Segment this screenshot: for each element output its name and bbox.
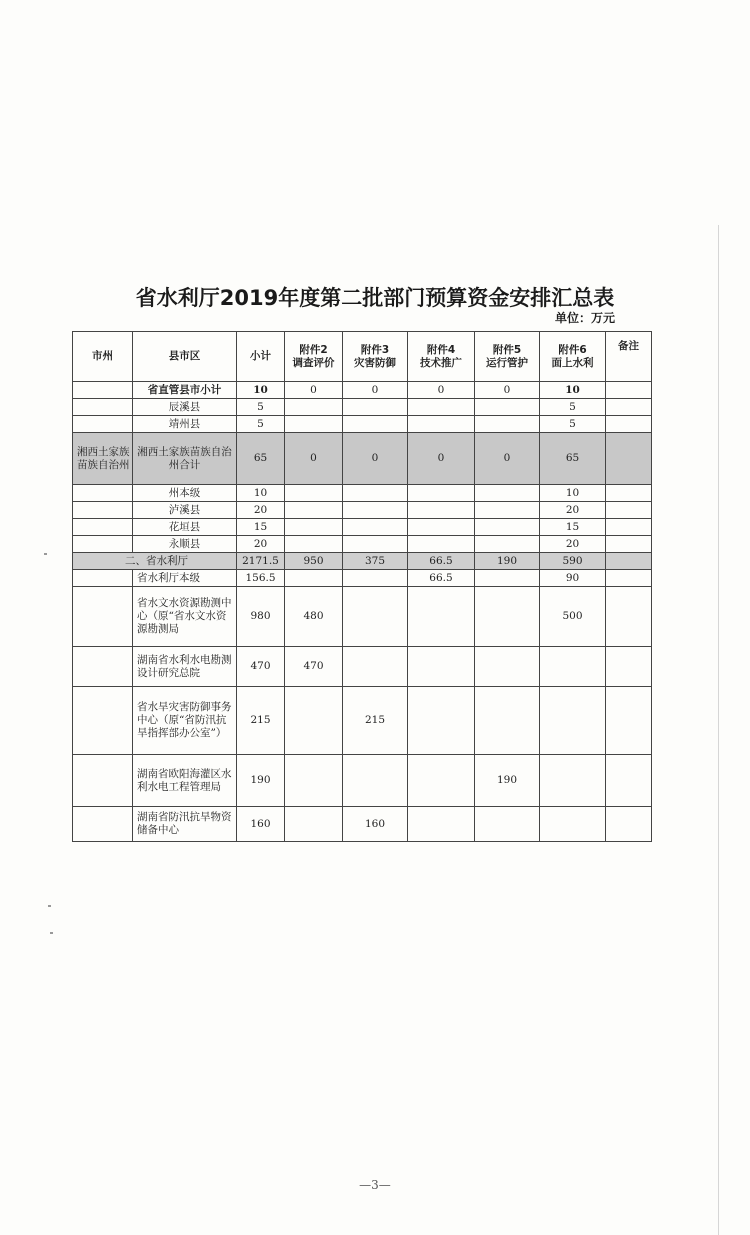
cell-remark — [606, 382, 652, 399]
table-row — [73, 502, 652, 519]
cell-att5 — [475, 416, 540, 433]
cell-remark — [606, 416, 652, 433]
cell-city: 湘西土家族苗族自治州 — [73, 433, 133, 485]
cell-att4 — [408, 807, 475, 842]
cell-city — [73, 519, 133, 536]
table-row — [73, 755, 652, 807]
cell-subtotal: 156.5 — [237, 570, 285, 587]
cell-att5 — [475, 519, 540, 536]
cell-subtotal: 5 — [237, 399, 285, 416]
cell-att2 — [285, 755, 343, 807]
cell-att4 — [408, 587, 475, 647]
cell-city — [73, 647, 133, 687]
cell-att6: 20 — [540, 502, 606, 519]
cell-remark — [606, 433, 652, 485]
cell-att3 — [343, 416, 408, 433]
cell-att4 — [408, 519, 475, 536]
cell-att6: 10 — [540, 485, 606, 502]
cell-county: 辰溪县 — [133, 399, 237, 416]
header-att6: 附件6 面上水利 — [540, 332, 606, 382]
cell-county: 省水文水资源勘测中心（原“省水文水资源勘测局 — [133, 587, 237, 647]
cell-subtotal: 65 — [237, 433, 285, 485]
cell-remark — [606, 502, 652, 519]
cell-remark — [606, 519, 652, 536]
table-row — [73, 570, 652, 587]
page-edge-line — [718, 225, 719, 1235]
table-row — [73, 399, 652, 416]
cell-att5 — [475, 536, 540, 553]
cell-county: 泸溪县 — [133, 502, 237, 519]
scan-speck — [48, 905, 51, 907]
cell-county: 州本级 — [133, 485, 237, 502]
cell-att3 — [343, 485, 408, 502]
cell-att5 — [475, 399, 540, 416]
cell-subtotal: 215 — [237, 687, 285, 755]
cell-county: 花垣县 — [133, 519, 237, 536]
cell-subtotal: 2171.5 — [237, 553, 285, 570]
header-county: 县市区 — [133, 332, 237, 382]
header-att4: 附件4 技术推广 — [408, 332, 475, 382]
header-att5: 附件5 运行管护 — [475, 332, 540, 382]
cell-att5 — [475, 687, 540, 755]
cell-att3 — [343, 519, 408, 536]
cell-att6: 5 — [540, 399, 606, 416]
table-row — [73, 382, 652, 399]
cell-att5 — [475, 587, 540, 647]
cell-att2: 480 — [285, 587, 343, 647]
table-row — [73, 807, 652, 842]
cell-att4 — [408, 485, 475, 502]
cell-att3: 0 — [343, 382, 408, 399]
table-row — [73, 553, 652, 570]
cell-county: 省水利厅本级 — [133, 570, 237, 587]
cell-remark — [606, 755, 652, 807]
page-number: —3— — [359, 1178, 391, 1192]
cell-att3 — [343, 647, 408, 687]
cell-att3 — [343, 399, 408, 416]
cell-att4 — [408, 687, 475, 755]
cell-att2: 470 — [285, 647, 343, 687]
cell-city — [73, 502, 133, 519]
cell-att3 — [343, 536, 408, 553]
cell-att4: 66.5 — [408, 570, 475, 587]
cell-county: 省水旱灾害防御事务中心（原“省防汛抗旱指挥部办公室”） — [133, 687, 237, 755]
cell-att6: 20 — [540, 536, 606, 553]
table-row — [73, 485, 652, 502]
cell-att4: 0 — [408, 382, 475, 399]
header-remark: 备注 — [606, 332, 652, 382]
cell-subtotal: 5 — [237, 416, 285, 433]
cell-county: 湘西土家族苗族自治州合计 — [133, 433, 237, 485]
cell-att6 — [540, 755, 606, 807]
cell-att5 — [475, 502, 540, 519]
cell-att4 — [408, 416, 475, 433]
table-row — [73, 647, 652, 687]
cell-att3 — [343, 755, 408, 807]
cell-subtotal: 10 — [237, 485, 285, 502]
cell-att6: 500 — [540, 587, 606, 647]
cell-city — [73, 807, 133, 842]
cell-att5 — [475, 570, 540, 587]
cell-subtotal: 15 — [237, 519, 285, 536]
cell-att6: 10 — [540, 382, 606, 399]
cell-remark — [606, 399, 652, 416]
cell-county: 省直管县市小计 — [133, 382, 237, 399]
cell-att6: 590 — [540, 553, 606, 570]
cell-subtotal: 20 — [237, 502, 285, 519]
cell-city — [73, 416, 133, 433]
cell-att5 — [475, 485, 540, 502]
cell-att4 — [408, 755, 475, 807]
cell-att3 — [343, 502, 408, 519]
cell-city — [73, 536, 133, 553]
cell-subtotal: 190 — [237, 755, 285, 807]
cell-city — [73, 485, 133, 502]
cell-remark — [606, 536, 652, 553]
cell-att2 — [285, 807, 343, 842]
scan-speck — [50, 932, 53, 934]
cell-att2 — [285, 502, 343, 519]
cell-city — [73, 399, 133, 416]
cell-att6 — [540, 807, 606, 842]
cell-att3 — [343, 587, 408, 647]
cell-att2: 0 — [285, 433, 343, 485]
cell-att6: 65 — [540, 433, 606, 485]
header-row — [73, 332, 652, 382]
cell-county: 永顺县 — [133, 536, 237, 553]
cell-att3 — [343, 570, 408, 587]
cell-att4 — [408, 399, 475, 416]
cell-att2 — [285, 687, 343, 755]
cell-att5 — [475, 647, 540, 687]
header-att2: 附件2 调查评价 — [285, 332, 343, 382]
cell-att2: 0 — [285, 382, 343, 399]
cell-att5: 190 — [475, 553, 540, 570]
cell-att2 — [285, 416, 343, 433]
header-att3: 附件3 灾害防御 — [343, 332, 408, 382]
cell-att6: 5 — [540, 416, 606, 433]
cell-remark — [606, 687, 652, 755]
cell-att2: 950 — [285, 553, 343, 570]
cell-remark — [606, 570, 652, 587]
cell-city: 二、省水利厅 — [73, 553, 237, 570]
cell-att4 — [408, 647, 475, 687]
cell-att4: 0 — [408, 433, 475, 485]
cell-att5: 190 — [475, 755, 540, 807]
cell-subtotal: 470 — [237, 647, 285, 687]
header-subtotal: 小计 — [237, 332, 285, 382]
cell-county: 湖南省防汛抗旱物资储备中心 — [133, 807, 237, 842]
cell-subtotal: 160 — [237, 807, 285, 842]
cell-remark — [606, 553, 652, 570]
cell-att2 — [285, 485, 343, 502]
budget-table — [72, 331, 652, 842]
cell-att4 — [408, 502, 475, 519]
cell-att2 — [285, 399, 343, 416]
cell-att3: 215 — [343, 687, 408, 755]
table-row — [73, 687, 652, 755]
table-row — [73, 433, 652, 485]
cell-att3: 375 — [343, 553, 408, 570]
cell-remark — [606, 807, 652, 842]
table-row — [73, 587, 652, 647]
cell-att6 — [540, 647, 606, 687]
cell-subtotal: 10 — [237, 382, 285, 399]
cell-county: 湖南省欧阳海灌区水利水电工程管理局 — [133, 755, 237, 807]
document-title: 省水利厅2019年度第二批部门预算资金安排汇总表 — [135, 286, 615, 310]
cell-city — [73, 687, 133, 755]
cell-att2 — [285, 570, 343, 587]
scan-speck — [44, 553, 47, 555]
cell-att5 — [475, 807, 540, 842]
cell-remark — [606, 647, 652, 687]
cell-att5: 0 — [475, 433, 540, 485]
cell-att6 — [540, 687, 606, 755]
table-row — [73, 536, 652, 553]
cell-att3: 0 — [343, 433, 408, 485]
unit-label: 单位：万元 — [555, 311, 616, 325]
cell-city — [73, 570, 133, 587]
cell-subtotal: 980 — [237, 587, 285, 647]
cell-att5: 0 — [475, 382, 540, 399]
header-city: 市州 — [73, 332, 133, 382]
cell-city — [73, 587, 133, 647]
cell-att6: 15 — [540, 519, 606, 536]
cell-remark — [606, 485, 652, 502]
cell-city — [73, 755, 133, 807]
cell-att4 — [408, 536, 475, 553]
cell-att3: 160 — [343, 807, 408, 842]
cell-county: 靖州县 — [133, 416, 237, 433]
table-row — [73, 416, 652, 433]
cell-subtotal: 20 — [237, 536, 285, 553]
cell-remark — [606, 587, 652, 647]
cell-att2 — [285, 536, 343, 553]
cell-att4: 66.5 — [408, 553, 475, 570]
cell-county: 湖南省水利水电勘测设计研究总院 — [133, 647, 237, 687]
cell-att6: 90 — [540, 570, 606, 587]
cell-city — [73, 382, 133, 399]
table-row — [73, 519, 652, 536]
cell-att2 — [285, 519, 343, 536]
